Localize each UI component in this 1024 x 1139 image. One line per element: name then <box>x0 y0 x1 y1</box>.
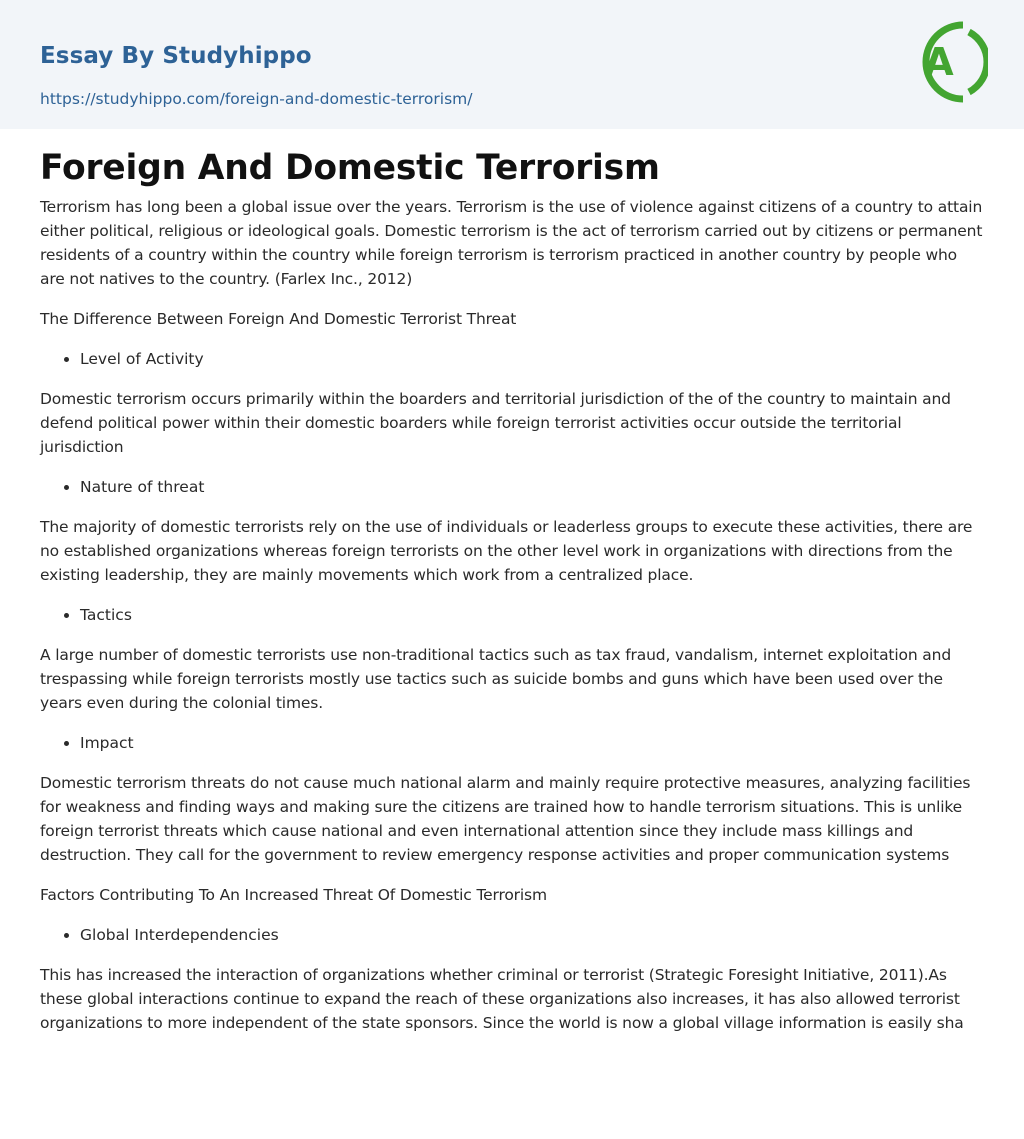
essay-content <box>0 147 1024 1035</box>
section-heading: Factors Contributing To An Increased Threat Of Domestic Terrorism <box>40 886 547 904</box>
site-header <box>0 0 1024 129</box>
body-paragraph: This has increased the interaction of organizations whether criminal or terrorist (Strategic Foresight Initiative, 2011).As these global interactions continue to expand the reach of these organizations also increases, it has also allowed terrorist organizations to more independent of the state sponsors. Since the world is now a global village information is easily sha <box>40 966 964 1032</box>
intro-paragraph: Terrorism has long been a global issue over the years. Terrorism is the use of violence against citizens of a country to attain either political, religious or ideological goals. Domestic terrorism is the act of terrorism carried out by citizens or permanent residents of a country within the country while foreign terrorism is terrorism practiced in another country by people who are not natives to the country. (Farlex Inc., 2012) <box>40 198 983 288</box>
brand-title: Essay By Studyhippo <box>40 43 312 69</box>
bullet-list <box>40 347 984 371</box>
section-heading: The Difference Between Foreign And Domestic Terrorist Threat <box>40 310 517 328</box>
bullet-list <box>40 731 984 755</box>
logo-letter: A <box>924 40 954 84</box>
essay-url-link[interactable]: https://studyhippo.com/foreign-and-domestic-terrorism/ <box>40 90 473 108</box>
bullet-item: • Nature of threat <box>80 475 984 499</box>
bullet-list <box>40 603 984 627</box>
bullet-item: • Global Interdependencies <box>80 923 984 947</box>
bullet-list <box>40 475 984 499</box>
bullet-list <box>40 923 984 947</box>
bullet-item: • Level of Activity <box>80 347 984 371</box>
bullet-item: • Tactics <box>80 603 984 627</box>
body-paragraph: A large number of domestic terrorists use non-traditional tactics such as tax fraud, vandalism, internet exploitation and trespassing while foreign terrorists mostly use tactics such as suicide bombs and guns which have been used over the years even during the colonial times. <box>40 646 952 712</box>
body-paragraph: Domestic terrorism threats do not cause much national alarm and mainly require protective measures, analyzing facilities for weakness and finding ways and making sure the citizens are trained how to handle terrorism situations. This is unlike foreign terrorist threats which cause national and even international attention since they include mass killings and destruction. They call for the government to review emergency response activities and proper communication systems <box>40 774 971 864</box>
studyhippo-logo-icon[interactable] <box>910 18 988 106</box>
essay-title: Foreign And Domestic Terrorism <box>40 148 660 188</box>
body-paragraph: The majority of domestic terrorists rely on the use of individuals or leaderless groups to execute these activities, there are no established organizations whereas foreign terrorists on the other level work in organizations with directions from the existing leadership, they are mainly movements which work from a centralized place. <box>40 518 973 584</box>
bullet-item: • Impact <box>80 731 984 755</box>
body-paragraph: Domestic terrorism occurs primarily within the boarders and territorial jurisdiction of the of the country to maintain and defend political power within their domestic boarders while foreign terrorist activities occur outside the territorial jurisdiction <box>40 390 951 456</box>
